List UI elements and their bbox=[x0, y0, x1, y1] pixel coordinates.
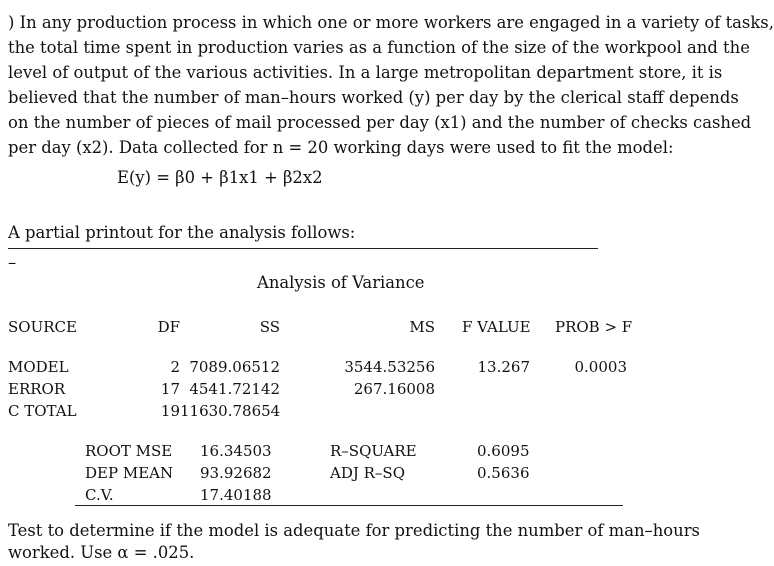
question-line: worked. Use α = .025. bbox=[8, 543, 195, 562]
stat-label: R–SQUARE bbox=[330, 442, 417, 460]
model-formula: E(y) = β0 + β1x1 + β2x2 bbox=[117, 168, 323, 187]
row-df: 2 bbox=[170, 358, 180, 376]
row-ms: 267.16008 bbox=[353, 380, 435, 398]
row-prob: 0.0003 bbox=[574, 358, 627, 376]
stat-label: ROOT MSE bbox=[85, 442, 173, 460]
intro-line: on the number of pieces of mail processed per day (x1) and the number of checks cashed bbox=[8, 113, 752, 132]
top-rule bbox=[8, 248, 598, 249]
row-df: 17 bbox=[160, 380, 180, 398]
intro-line: believed that the number of man–hours worked (y) per day by the clerical staff depends bbox=[8, 88, 739, 107]
printout-intro: A partial printout for the analysis follows: bbox=[8, 223, 356, 242]
row-source: ERROR bbox=[8, 380, 66, 398]
bottom-rule bbox=[75, 505, 623, 506]
stat-value: 0.5636 bbox=[477, 464, 530, 482]
stat-value: 93.92682 bbox=[200, 464, 272, 482]
header-prob: PROB > F bbox=[555, 318, 633, 336]
question bbox=[8, 520, 700, 564]
anova-title: Analysis of Variance bbox=[257, 273, 425, 292]
header-ss: SS bbox=[259, 318, 280, 336]
row-source: C TOTAL bbox=[8, 402, 77, 420]
dash-mark: – bbox=[8, 253, 17, 272]
intro-line: per day (x2). Data collected for n = 20 working days were used to fit the model: bbox=[8, 138, 674, 157]
row-fvalue: 13.267 bbox=[477, 358, 530, 376]
stat-label: ADJ R–SQ bbox=[330, 464, 406, 482]
stat-value: 0.6095 bbox=[477, 442, 530, 460]
stat-value: 17.40188 bbox=[200, 486, 272, 504]
header-source: SOURCE bbox=[8, 318, 77, 336]
header-df: DF bbox=[157, 318, 180, 336]
stat-label: C.V. bbox=[85, 486, 114, 504]
row-ms: 3544.53256 bbox=[344, 358, 435, 376]
problem-paragraph bbox=[8, 10, 774, 160]
intro-line: ) In any production process in which one or more workers are engaged in a variety of tasks, bbox=[8, 13, 774, 32]
header-fvalue: F VALUE bbox=[462, 318, 531, 336]
intro-line: level of output of the various activities. In a large metropolitan department store, it is bbox=[8, 63, 723, 82]
header-ms: MS bbox=[409, 318, 435, 336]
intro-line: the total time spent in production varies as a function of the size of the workpool and the bbox=[8, 38, 750, 57]
stat-label: DEP MEAN bbox=[85, 464, 174, 482]
row-ss: 11630.78654 bbox=[180, 402, 281, 420]
row-ss: 4541.72142 bbox=[189, 380, 280, 398]
stat-value: 16.34503 bbox=[200, 442, 272, 460]
row-ss: 7089.06512 bbox=[189, 358, 280, 376]
question-line: Test to determine if the model is adequate for predicting the number of man–hours bbox=[8, 521, 700, 540]
row-source: MODEL bbox=[8, 358, 69, 376]
row-df: 19 bbox=[160, 402, 180, 420]
